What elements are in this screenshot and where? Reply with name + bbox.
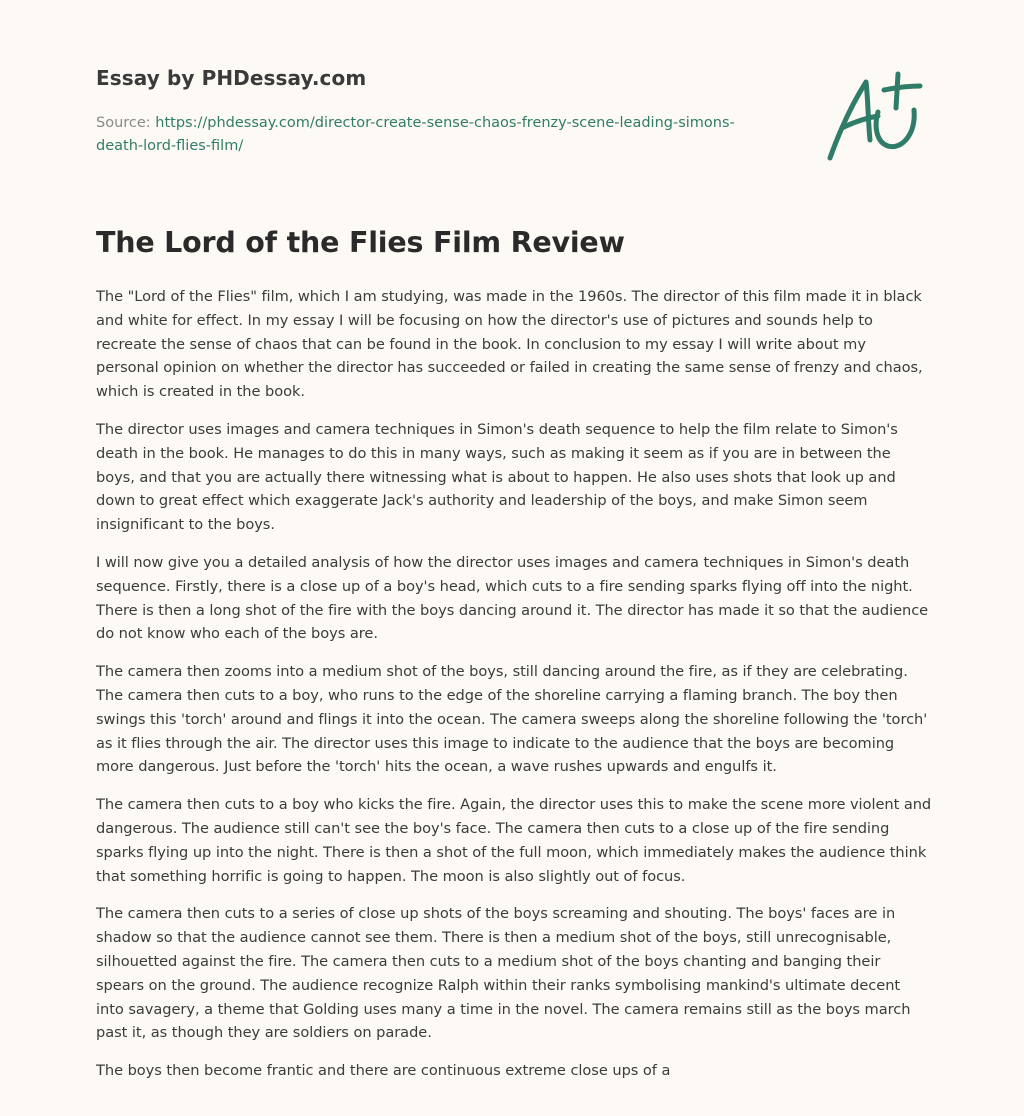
essay-paragraph: The camera then zooms into a medium shot of the boys, still dancing around the fire, as if they are celebrating. The camera then cuts to a boy, who runs to the edge of the shoreline carrying a flaming branch. The boy then swings this 'torch' around and flings it into the ocean. The camera sweeps along the shoreline following the 'torch' as it flies through the air. The director uses this image to indicate to the audience that the boys are becoming more dangerous. Just before the 'torch' hits the ocean, a wave rushes upwards and engulfs it. <box>96 663 928 776</box>
source-line <box>96 112 776 158</box>
essay-body <box>96 285 932 1097</box>
essay-paragraph: The camera then cuts to a series of close up shots of the boys screaming and shouting. The boys' faces are in shadow so that the audience cannot see them. There is then a medium shot of the boys, still unrecognisable, silhouetted against the fire. The camera then cuts to a medium shot of the boys chanting and banging their spears on the ground. The audience recognize Ralph within their ranks symbolising mankind's ultimate decent into savagery, a theme that Golding uses many a time in the novel. The camera remains still as the boys march past it, as though they are soldiers on parade. <box>96 905 911 1042</box>
essay-title: The Lord of the Flies Film Review <box>96 226 625 259</box>
essay-paragraph: The boys then become frantic and there are continuous extreme close ups of a <box>96 1062 671 1080</box>
essay-paragraph: I will now give you a detailed analysis of how the director uses images and camera techniques in Simon's death sequence. Firstly, there is a close up of a boy's head, which cuts to a fire sending sparks flying off into the night. There is then a long shot of the fire with the boys dancing around it. The director has made it so that the audience do not know who each of the boys are. <box>96 553 929 643</box>
a-plus-grade-icon <box>822 68 928 164</box>
essay-paragraph: The camera then cuts to a boy who kicks the fire. Again, the director uses this to make the scene more violent and dangerous. The audience still can't see the boy's face. The camera then cuts to a close up of the fire sending sparks flying up into the night. There is then a shot of the full moon, which immediately makes the audience think that something horrific is going to happen. The moon is also slightly out of focus. <box>96 796 932 885</box>
essay-paragraph: The "Lord of the Flies" film, which I am studying, was made in the 1960s. The director of this film made it in black and white for effect. In my essay I will be focusing on how the director's use of pictures and sounds help to recreate the sense of chaos that can be found in the book. In conclusion to my essay I will write about my personal opinion on whether the director has succeeded or failed in creating the same sense of frenzy and chaos, which is created in the book. <box>96 288 923 401</box>
source-link[interactable]: https://phdessay.com/director-create-sense-chaos-frenzy-scene-leading-simons-death-lord-flies-film/ <box>96 115 735 154</box>
site-title: Essay by PHDessay.com <box>96 66 367 90</box>
source-label: Source: <box>96 115 151 131</box>
essay-paragraph: The director uses images and camera techniques in Simon's death sequence to help the film relate to Simon's death in the book. He manages to do this in many ways, such as making it seem as if you are in between the boys, and that you are actually there witnessing what is about to happen. He also uses shots that look up and down to great effect which exaggerate Jack's authority and leadership of the boys, and make Simon seem insignificant to the boys. <box>96 420 898 534</box>
